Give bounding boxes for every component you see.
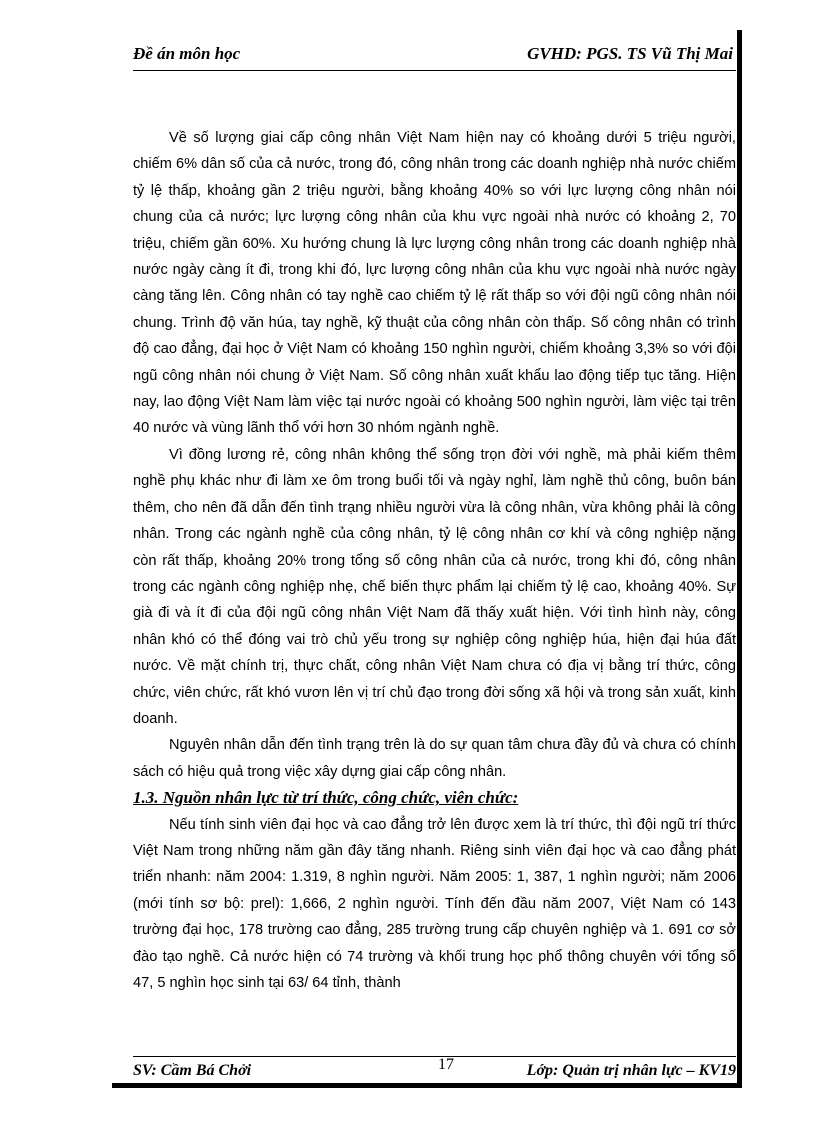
footer-divider bbox=[133, 1056, 736, 1057]
document-body bbox=[133, 125, 736, 996]
header-course-title: Đề án môn học bbox=[133, 44, 241, 63]
paragraph-intellectuals: Nếu tính sinh viên đại học và cao đẳng trở lên được xem là trí thức, thì đội ngũ trí thức Việt Nam trong những năm gần đây tăng nhanh. Riêng sinh viên đại học và cao đẳng phát triển nhanh: năm 2004: 1.319, 8 nghìn người. Năm 2005: 1, 387, 1 nghìn người; năm 2006 (mới tính sơ bộ: prel): 1,666, 2 nghìn người. Tính đến đầu năm 2007, Việt Nam có 143 trường đại học, 178 trường cao đẳng, 285 trường trung cấp chuyên nghiệp và 1. 691 cơ sở đào tạo nghề. Cả nước hiện có 74 trường và khối trung học phổ thông chuyên với tổng số 47, 5 nghìn học sinh tại 63/ 64 tỉnh, thành bbox=[133, 816, 736, 991]
page-footer bbox=[133, 1056, 736, 1084]
page-header bbox=[133, 44, 733, 70]
header-supervisor: GVHD: PGS. TS Vũ Thị Mai bbox=[527, 44, 733, 63]
footer-student-name: SV: Cầm Bá Chởi bbox=[133, 1062, 252, 1079]
footer-class-name: Lớp: Quản trị nhân lực – KV19 bbox=[526, 1062, 736, 1079]
paragraph-worker-count: Về số lượng giai cấp công nhân Việt Nam hiện nay có khoảng dưới 5 triệu người, chiếm 6% dân số của cả nước, trong đó, công nhân trong các doanh nghiệp nhà nước chiếm tỷ lệ thấp, khoảng gần 2 triệu người, bằng khoảng 40% so với lực lượng công nhân nói chung của cả nước; lực lượng công nhân của khu vực ngoài nhà nước có khoảng 2, 70 triệu, chiếm gần 60%. Xu hướng chung là lực lượng công nhân trong các doanh nghiệp nhà nước ngày càng ít đi, trong khi đó, lực lượng công nhân của khu vực ngoài nhà nước ngày càng tăng lên. Công nhân có tay nghề cao chiếm tỷ lệ rất thấp so với đội ngũ công nhân nói chung. Trình độ văn húa, tay nghề, kỹ thuật của công nhân còn thấp. Số công nhân có trình độ cao đẳng, đại học ở Việt Nam có khoảng 150 nghìn người, chiếm khoảng 3,3% so với đội ngũ công nhân nói chung ở Việt Nam. Số công nhân xuất khẩu lao động tiếp tục tăng. Hiện nay, lao động Việt Nam làm việc tại nước ngoài có khoảng 500 nghìn người, làm việc tại trên 40 nước và vùng lãnh thổ với hơn 30 nhóm ngành nghề. bbox=[133, 130, 736, 437]
section-heading: 1.3. Nguồn nhân lực từ trí thức, công chức, viên chức: bbox=[133, 788, 519, 808]
page-number: 17 bbox=[438, 1056, 454, 1073]
paragraph-causes: Nguyên nhân dẫn đến tình trạng trên là do sự quan tâm chưa đầy đủ và chưa có chính sách có hiệu quả trong việc xây dựng giai cấp công nhân. bbox=[133, 737, 736, 780]
paragraph-low-wages: Vì đồng lương rẻ, công nhân không thể sống trọn đời với nghề, mà phải kiếm thêm nghề phụ khác như đi làm xe ôm trong buổi tối và ngày nghỉ, làm nghề thủ công, buôn bán thêm, cho nên đã dẫn đến tình trạng nhiều người vừa là công nhân, vừa không phải là công nhân. Trong các ngành nghề của công nhân, tỷ lệ công nhân cơ khí và công nghiệp nặng còn rất thấp, khoảng 20% trong tổng số công nhân của cả nước, trong khi đó, công nhân trong các ngành công nghiệp nhẹ, chế biến thực phẩm lại chiếm tỷ lệ cao, khoảng 40%. Sự già đi và ít đi của đội ngũ công nhân Việt Nam đã thấy xuất hiện. Với tình hình này, công nhân khó có thể đóng vai trò chủ yếu trong sự nghiệp công nghiệp húa, hiện đại húa đất nước. Về mặt chính trị, thực chất, công nhân Việt Nam chưa có địa vị bằng trí thức, công chức, viên chức, rất khó vươn lên vị trí chủ đạo trong đời sống xã hội và trong sản xuất, kinh doanh. bbox=[133, 446, 736, 727]
header-divider bbox=[133, 70, 736, 71]
